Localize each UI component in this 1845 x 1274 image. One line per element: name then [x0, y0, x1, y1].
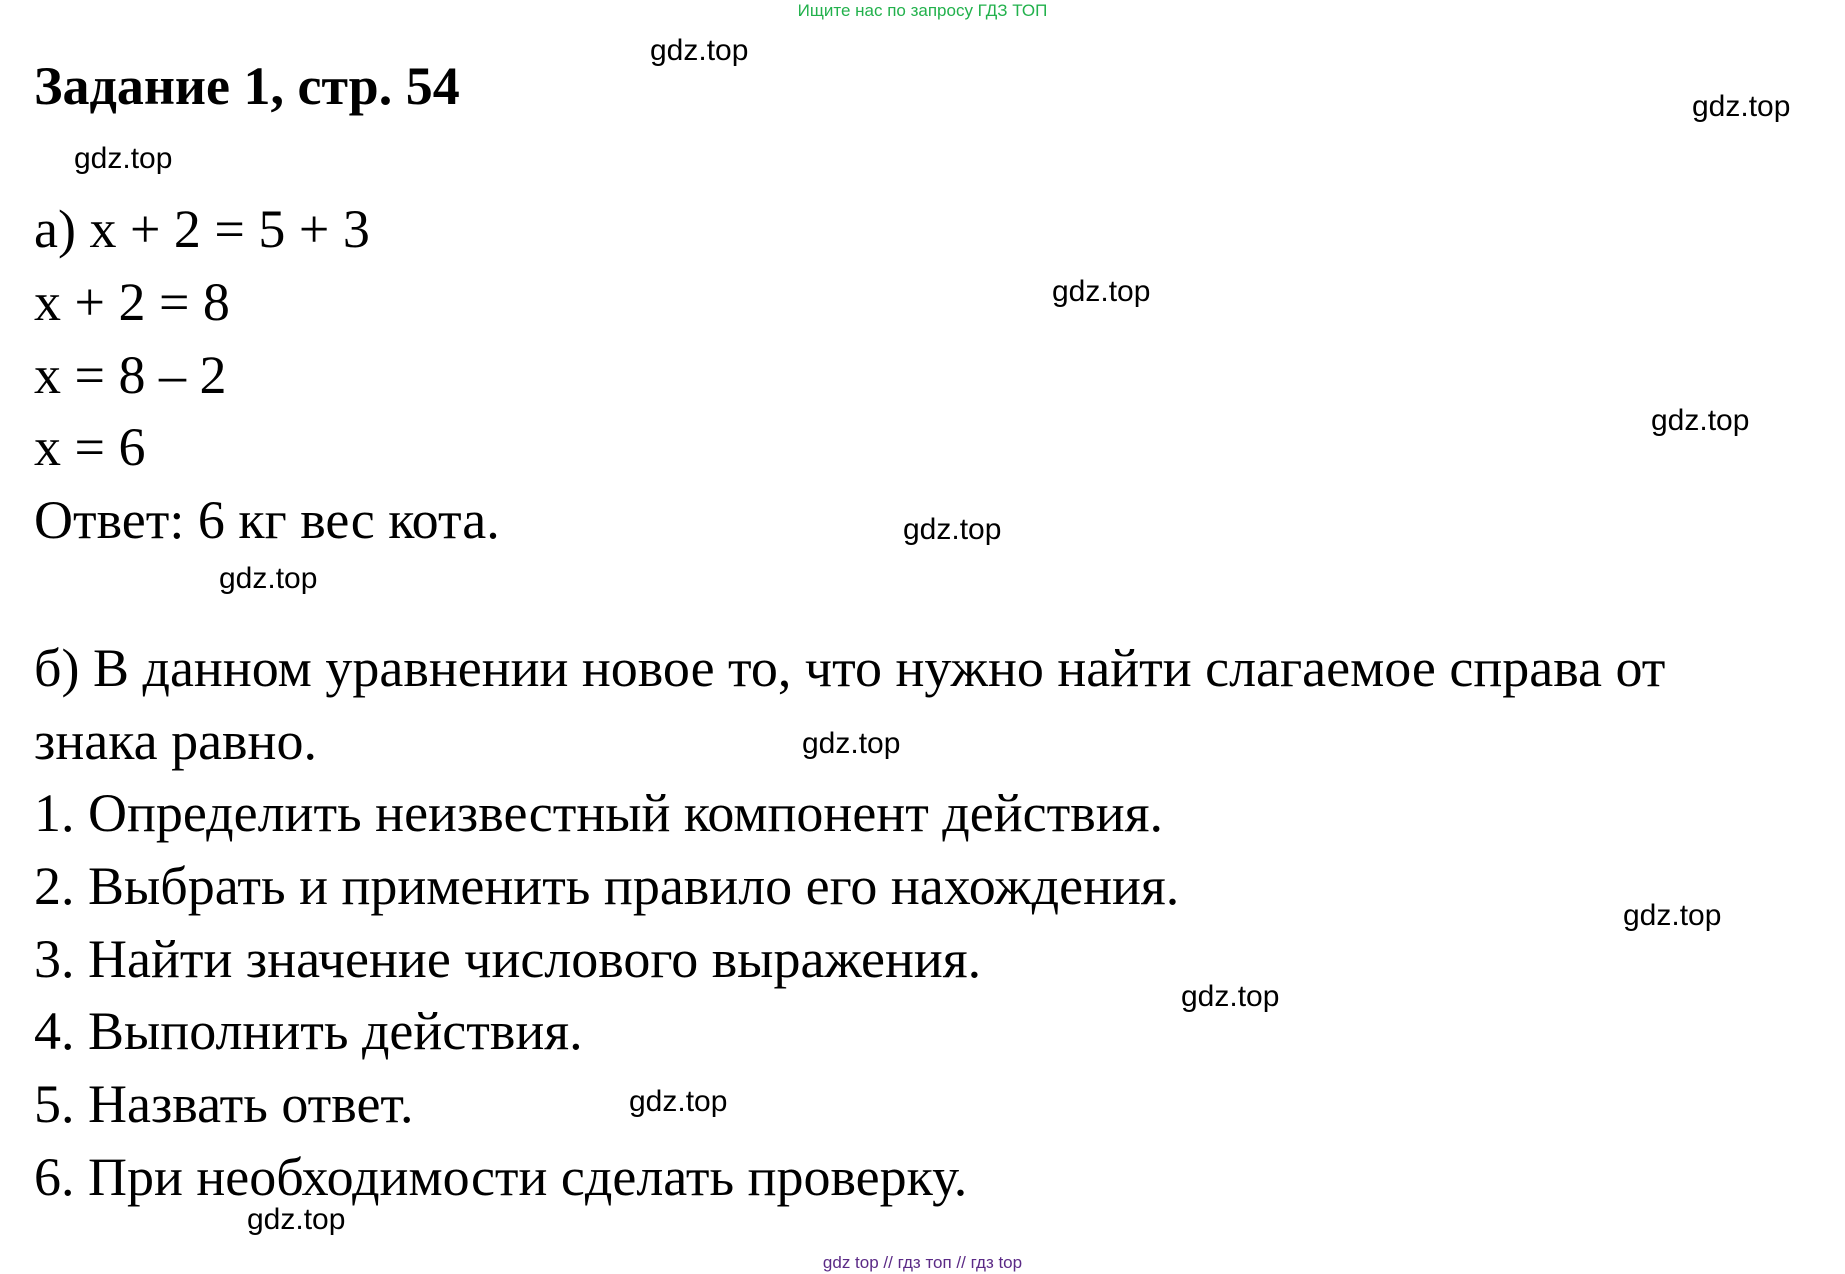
watermark: gdz.top [650, 34, 749, 67]
part-a-line-1: а) x + 2 = 5 + 3 [34, 199, 370, 259]
step-6: 6. При необходимости сделать проверку. [34, 1147, 968, 1207]
watermark: gdz.top [1623, 899, 1722, 932]
watermark: gdz.top [802, 727, 901, 760]
watermark: gdz.top [74, 142, 173, 175]
part-a-line-4: x = 6 [34, 417, 146, 477]
page-title: Задание 1, стр. 54 [34, 56, 460, 116]
watermark: gdz.top [247, 1203, 346, 1236]
part-b-intro-line-1: б) В данном уравнении новое то, что нужно найти слагаемое справа от [34, 638, 1666, 698]
part-a-line-2: x + 2 = 8 [34, 272, 230, 332]
footer-links: gdz top // гдз топ // гдз top [822, 1253, 1023, 1272]
watermark: gdz.top [219, 562, 318, 595]
part-b-intro-line-2: знака равно. [34, 711, 317, 771]
part-a-line-3: x = 8 – 2 [34, 345, 227, 405]
step-5: 5. Назвать ответ. [34, 1074, 414, 1134]
top-banner: Ищите нас по запросу ГДЗ ТОП [797, 1, 1048, 20]
watermark: gdz.top [1692, 90, 1791, 123]
watermark: gdz.top [629, 1085, 728, 1118]
watermark: gdz.top [1651, 404, 1750, 437]
watermark: gdz.top [1052, 275, 1151, 308]
step-1: 1. Определить неизвестный компонент действия. [34, 783, 1163, 843]
part-a-answer: Ответ: 6 кг вес кота. [34, 490, 500, 550]
watermark: gdz.top [903, 513, 1002, 546]
step-3: 3. Найти значение числового выражения. [34, 929, 982, 989]
step-4: 4. Выполнить действия. [34, 1001, 583, 1061]
step-2: 2. Выбрать и применить правило его нахождения. [34, 856, 1180, 916]
watermark: gdz.top [1181, 980, 1280, 1013]
